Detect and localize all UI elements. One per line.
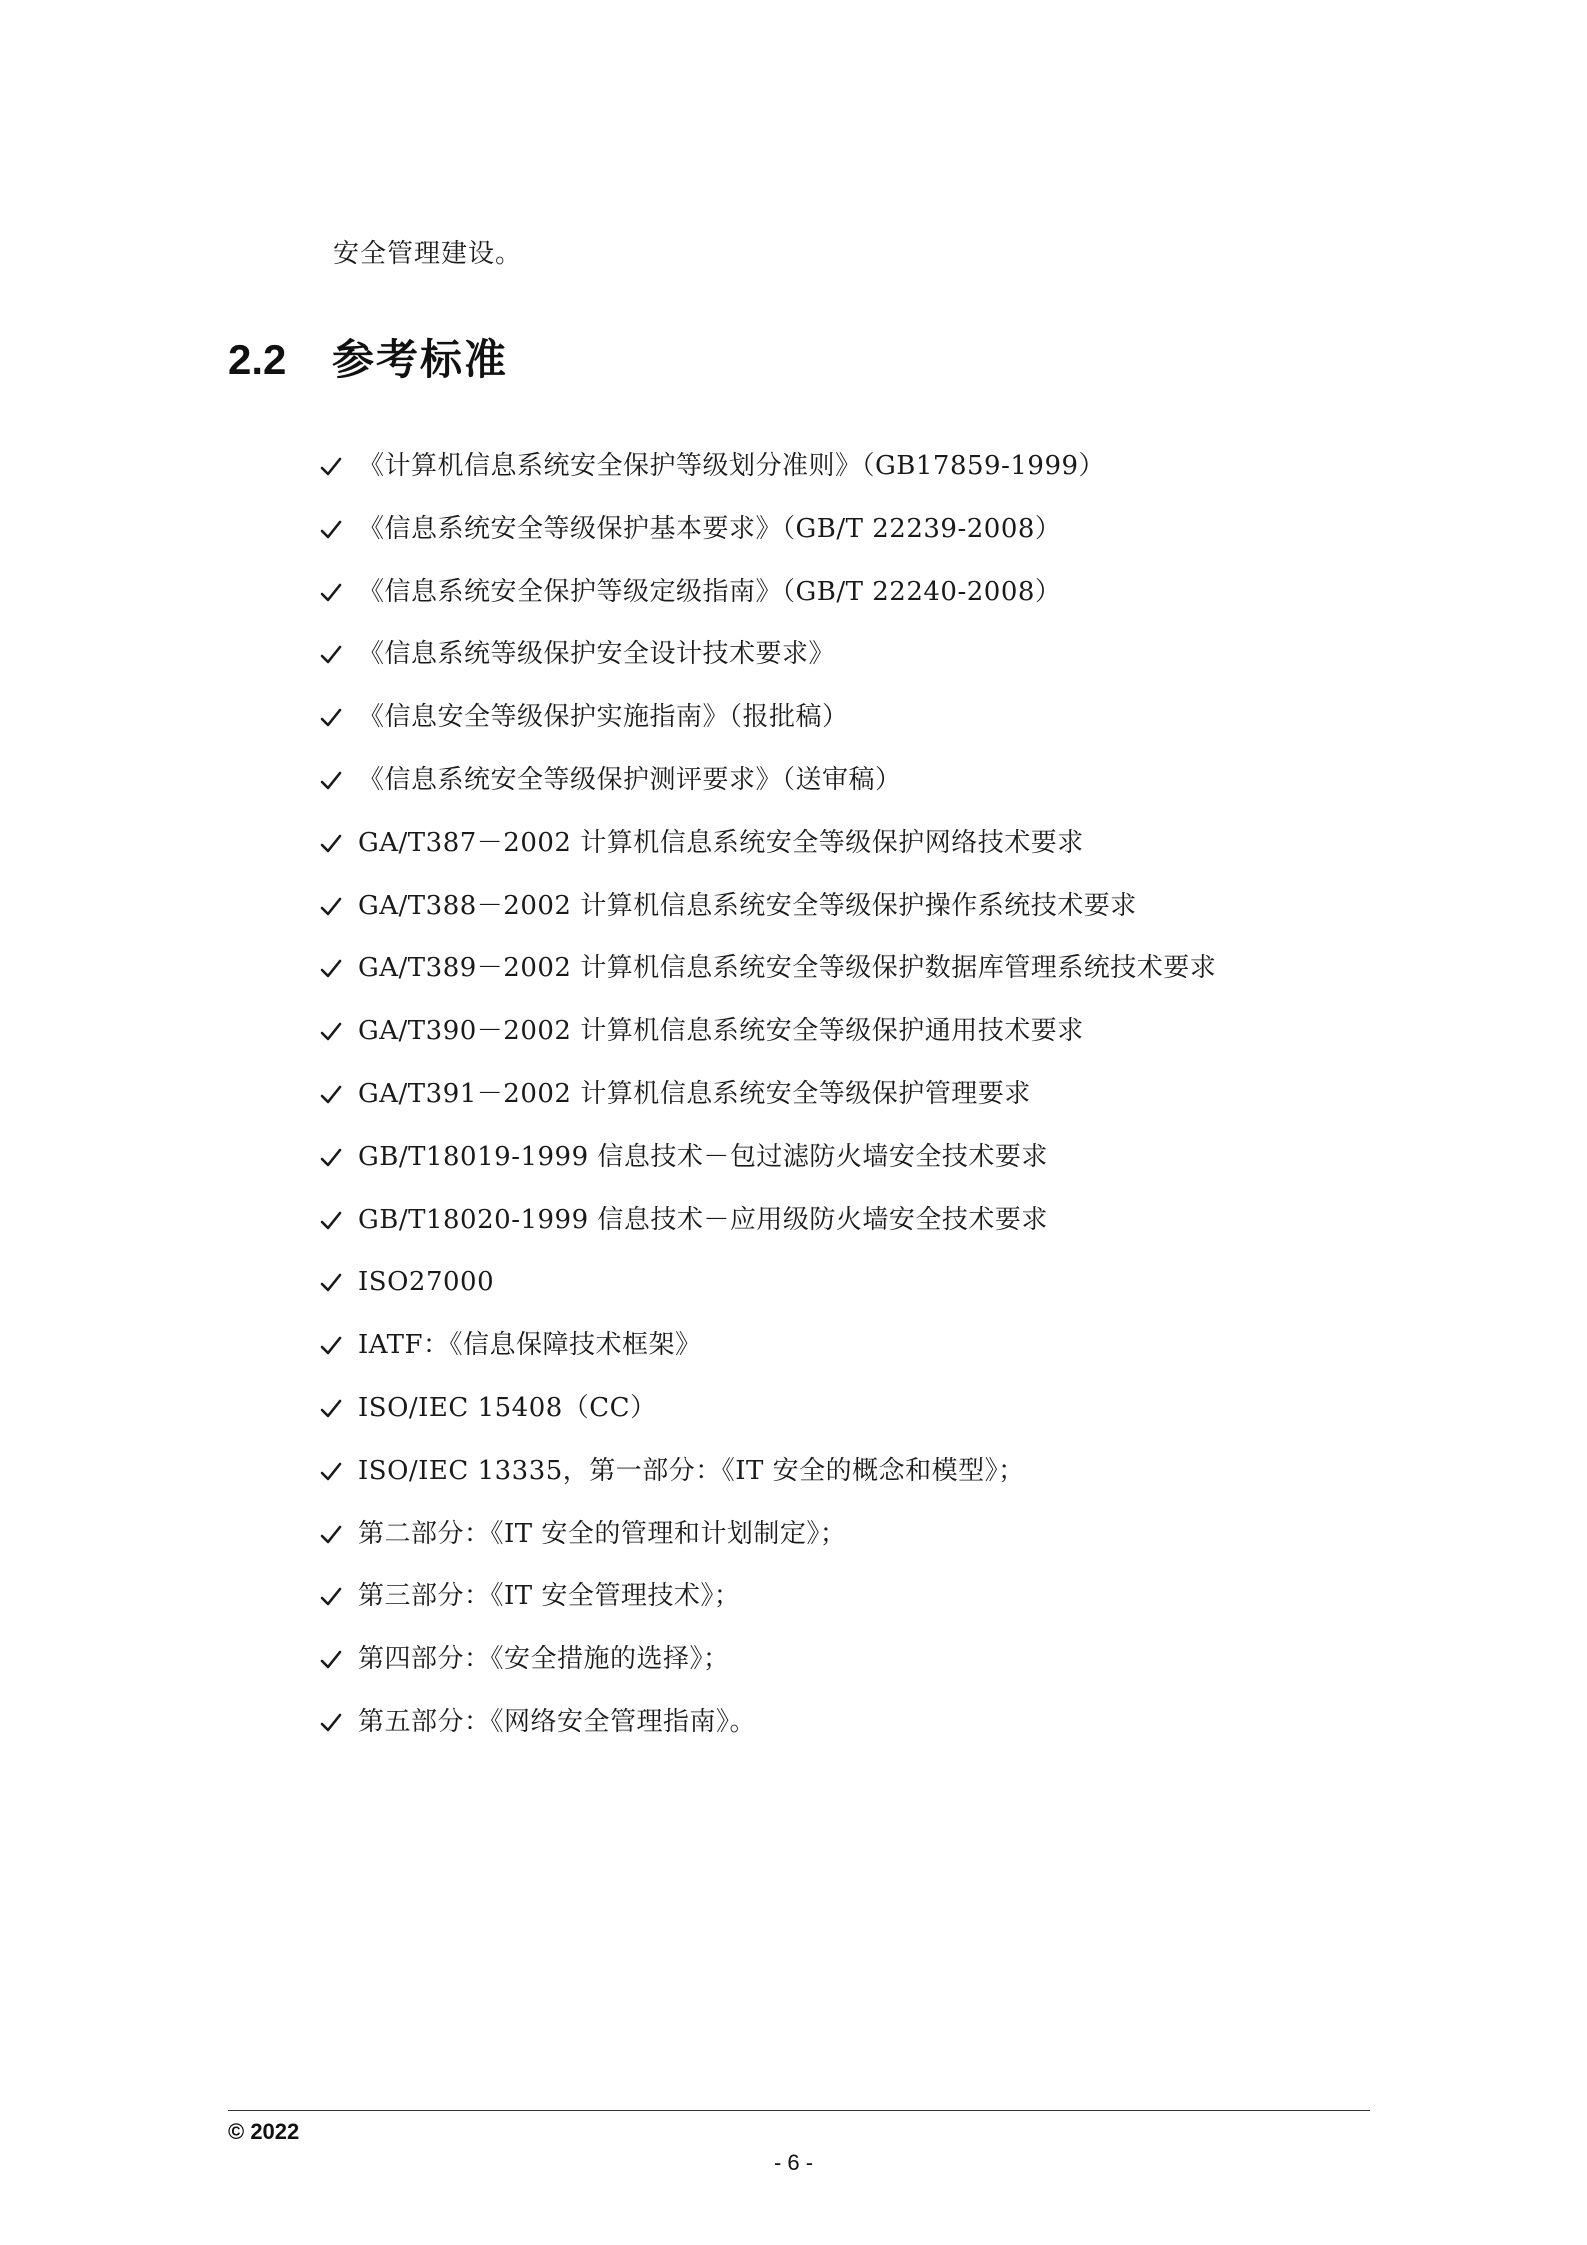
reference-text: 《信息安全等级保护实施指南》（报批稿） [358,702,849,733]
reference-item [320,762,1216,825]
reference-text: ISO/IEC 15408（CC） [358,1392,657,1423]
reference-text: GB/T18020-1999 信息技术－应用级防火墙安全技术要求 [358,1204,1048,1235]
reference-item [320,1704,1216,1767]
reference-item [320,1264,1216,1327]
check-icon [320,636,346,672]
check-icon [320,1076,346,1112]
reference-item [320,574,1216,637]
check-icon [320,574,346,610]
reference-item [320,1578,1216,1641]
reference-text: GA/T389－2002 计算机信息系统安全等级保护数据库管理系统技术要求 [358,953,1217,984]
footer-divider [228,2110,1370,2111]
reference-text: 第三部分：《IT 安全管理技术》； [358,1581,741,1612]
reference-item [320,888,1216,951]
reference-text: IATF：《信息保障技术框架》 [358,1330,702,1361]
reference-text: ISO27000 [358,1267,495,1298]
check-icon [320,1704,346,1740]
reference-text: GA/T387－2002 计算机信息系统安全等级保护网络技术要求 [358,827,1084,858]
reference-text: 第二部分：《IT 安全的管理和计划制定》； [358,1518,847,1549]
check-icon [320,1641,346,1677]
intro-text: 安全管理建设。 [333,239,523,269]
check-icon [320,1578,346,1614]
reference-text: GA/T391－2002 计算机信息系统安全等级保护管理要求 [358,1078,1031,1109]
check-icon [320,511,346,547]
section-title: 参考标准 [332,336,509,383]
reference-text: GA/T390－2002 计算机信息系统安全等级保护通用技术要求 [358,1016,1084,1047]
reference-text: 第五部分：《网络安全管理指南》。 [358,1706,757,1737]
check-icon [320,888,346,924]
section-heading [228,334,508,386]
reference-item [320,1327,1216,1390]
reference-item [320,1390,1216,1453]
check-icon [320,1453,346,1489]
check-icon [320,1264,346,1300]
reference-item [320,699,1216,762]
check-icon [320,1327,346,1363]
check-icon [320,1516,346,1552]
reference-item [320,1516,1216,1579]
reference-item [320,1202,1216,1265]
reference-text: 《信息系统等级保护安全设计技术要求》 [358,639,836,670]
check-icon [320,762,346,798]
reference-item [320,1076,1216,1139]
reference-item [320,511,1216,574]
reference-text: 《计算机信息系统安全保护等级划分准则》（GB17859-1999） [358,451,1106,481]
footer-copyright: © 2022 [228,2119,300,2144]
reference-item [320,1013,1216,1076]
reference-text: GB/T18019-1999 信息技术－包过滤防火墙安全技术要求 [358,1141,1048,1172]
reference-text: GA/T388－2002 计算机信息系统安全等级保护操作系统技术要求 [358,890,1137,921]
reference-item [320,448,1216,511]
page-number: - 6 - [773,2150,814,2175]
check-icon [320,1013,346,1049]
reference-item [320,636,1216,699]
reference-list [320,448,1216,1767]
check-icon [320,950,346,986]
check-icon [320,1139,346,1175]
section-number: 2.2 [228,336,287,383]
reference-text: 《信息系统安全保护等级定级指南》（GB/T 22240-2008） [358,576,1062,607]
reference-item [320,950,1216,1013]
check-icon [320,825,346,861]
reference-text: 第四部分：《安全措施的选择》； [358,1644,730,1675]
reference-item [320,1453,1216,1516]
check-icon [320,699,346,735]
check-icon [320,1390,346,1426]
reference-text: ISO/IEC 13335，第一部分：《IT 安全的概念和模型》； [358,1455,1025,1486]
reference-item [320,825,1216,888]
check-icon [320,448,346,484]
reference-item [320,1139,1216,1202]
reference-item [320,1641,1216,1704]
reference-text: 《信息系统安全等级保护基本要求》（GB/T 22239-2008） [358,513,1062,544]
check-icon [320,1202,346,1238]
reference-text: 《信息系统安全等级保护测评要求》（送审稿） [358,764,902,795]
